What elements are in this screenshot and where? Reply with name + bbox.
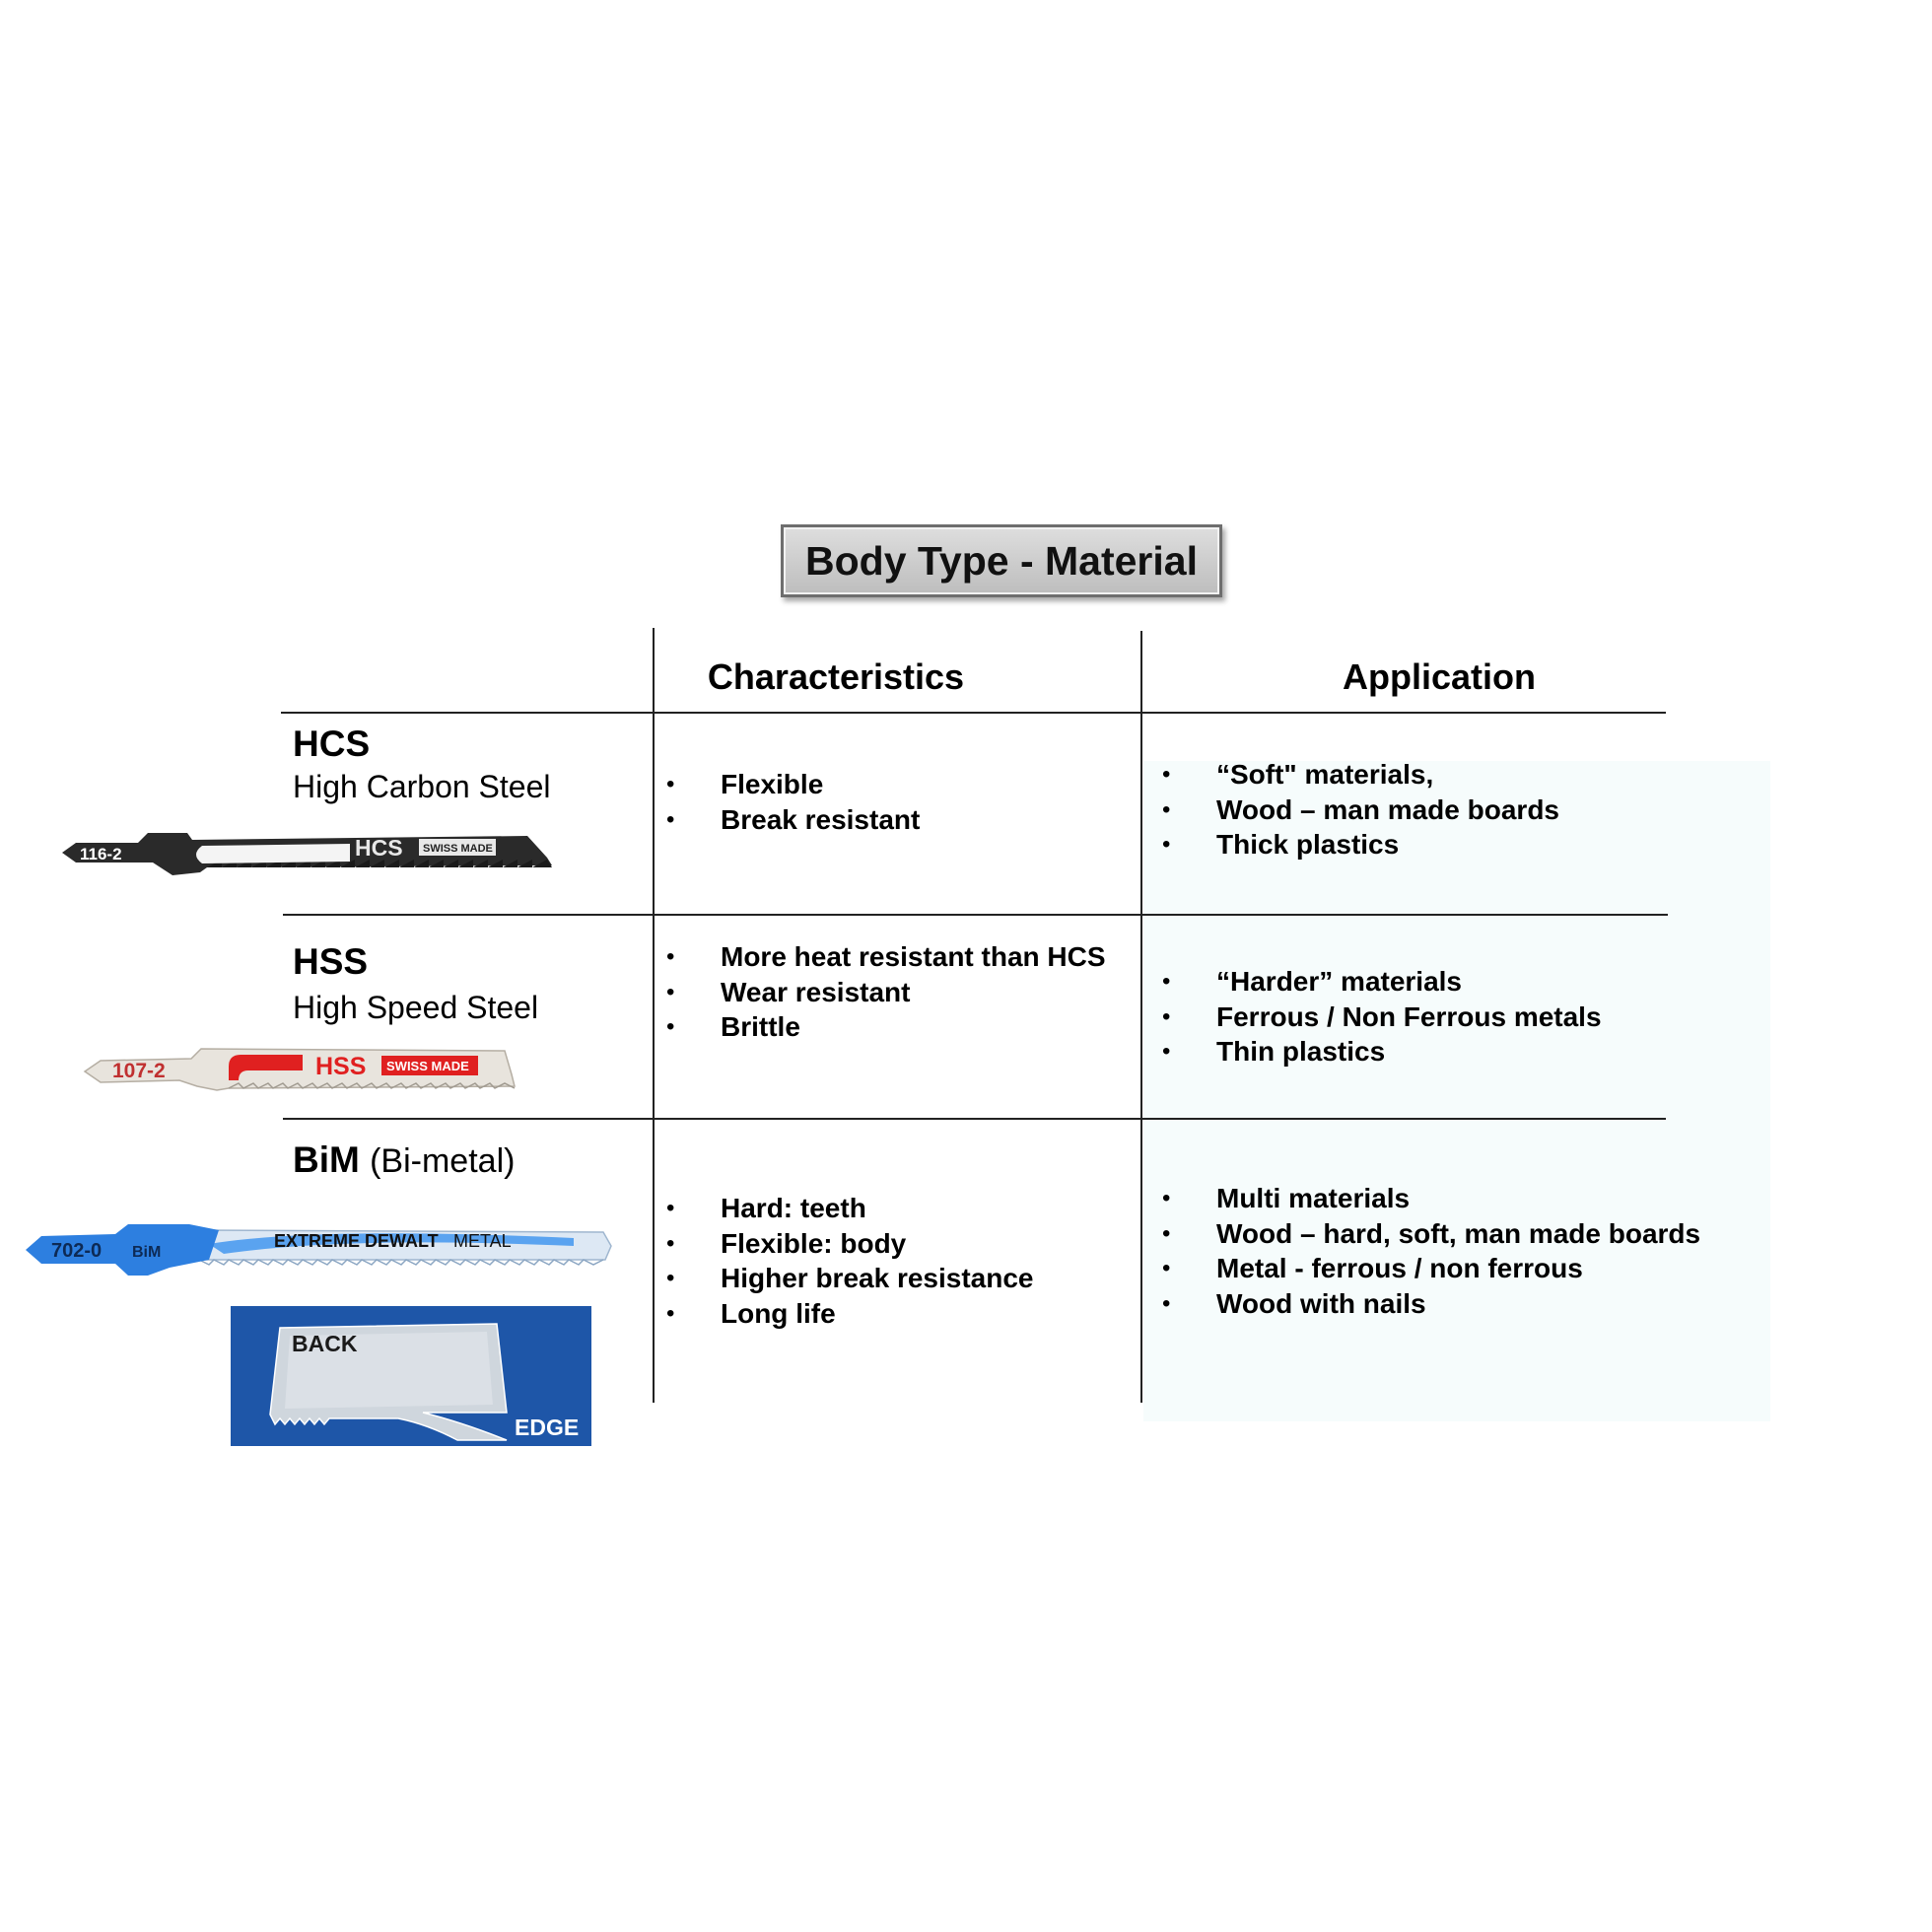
page-title — [781, 524, 1222, 597]
hcs-blade-white-band — [196, 844, 350, 863]
material-abbr-hss: HSS — [293, 941, 369, 982]
list-item: • Higher break resistance — [666, 1261, 1034, 1296]
bim-blade-type: METAL — [453, 1231, 512, 1251]
list-item: • Thick plastics — [1162, 827, 1559, 862]
bim-blade-brand: EXTREME DEWALT — [274, 1231, 439, 1251]
list-item: • Wood – man made boards — [1162, 793, 1559, 828]
material-abbr-hcs: HCS — [293, 724, 371, 764]
hcs-blade-image — [54, 828, 557, 877]
hss-characteristics-list — [666, 939, 1106, 1045]
header-underline — [281, 712, 1666, 714]
list-item: • Metal - ferrous / non ferrous — [1162, 1251, 1700, 1286]
bim-blade-image — [22, 1220, 613, 1279]
page-title-text: Body Type - Material — [805, 537, 1198, 584]
hcs-characteristics-list — [666, 767, 920, 837]
divider-right — [1140, 631, 1142, 1403]
hss-application-list — [1162, 964, 1602, 1070]
list-item: • More heat resistant than HCS — [666, 939, 1106, 975]
material-name-hcs: High Carbon Steel — [293, 769, 551, 804]
material-label-bim — [293, 1139, 515, 1181]
column-header-application: Application — [1343, 656, 1536, 697]
bim-application-list — [1162, 1181, 1700, 1321]
bim-edge-diagram — [231, 1306, 591, 1446]
list-item: • “Harder” materials — [1162, 964, 1602, 1000]
column-header-characteristics: Characteristics — [707, 656, 965, 697]
list-item: • Brittle — [666, 1009, 1106, 1045]
hss-blade-swiss: SWISS MADE — [386, 1059, 469, 1073]
material-abbr-bim: BiM — [293, 1139, 360, 1180]
row-divider-2 — [283, 1118, 1666, 1120]
divider-left — [653, 628, 655, 1403]
hss-blade-code: 107-2 — [112, 1060, 166, 1082]
list-item: • Long life — [666, 1296, 1034, 1332]
list-item: • Flexible — [666, 767, 920, 802]
hcs-application-list — [1162, 757, 1559, 862]
edge-diagram-back: BACK — [292, 1331, 358, 1356]
hss-blade-image — [81, 1045, 519, 1096]
material-name-hss: High Speed Steel — [293, 990, 539, 1025]
edge-diagram-edge: EDGE — [515, 1414, 580, 1440]
row-divider-1 — [283, 914, 1668, 916]
hcs-blade-mark: HCS — [355, 835, 403, 861]
hcs-blade-swiss: SWISS MADE — [423, 843, 493, 855]
hcs-blade-code: 116-2 — [80, 845, 122, 863]
list-item: • Wear resistant — [666, 975, 1106, 1010]
hss-blade-mark: HSS — [315, 1053, 367, 1080]
list-item: • Wood with nails — [1162, 1286, 1700, 1322]
list-item: • Flexible: body — [666, 1226, 1034, 1262]
bim-characteristics-list — [666, 1191, 1034, 1331]
material-name-bim: (Bi-metal) — [370, 1142, 516, 1180]
list-item: • Multi materials — [1162, 1181, 1700, 1216]
bim-blade-code: 702-0 — [51, 1240, 103, 1262]
bim-blade-mark: BiM — [132, 1244, 162, 1261]
list-item: • Break resistant — [666, 802, 920, 838]
list-item: • Hard: teeth — [666, 1191, 1034, 1226]
list-item: • Ferrous / Non Ferrous metals — [1162, 1000, 1602, 1035]
list-item: • “Soft" materials, — [1162, 757, 1559, 793]
list-item: • Thin plastics — [1162, 1034, 1602, 1070]
list-item: • Wood – hard, soft, man made boards — [1162, 1216, 1700, 1252]
